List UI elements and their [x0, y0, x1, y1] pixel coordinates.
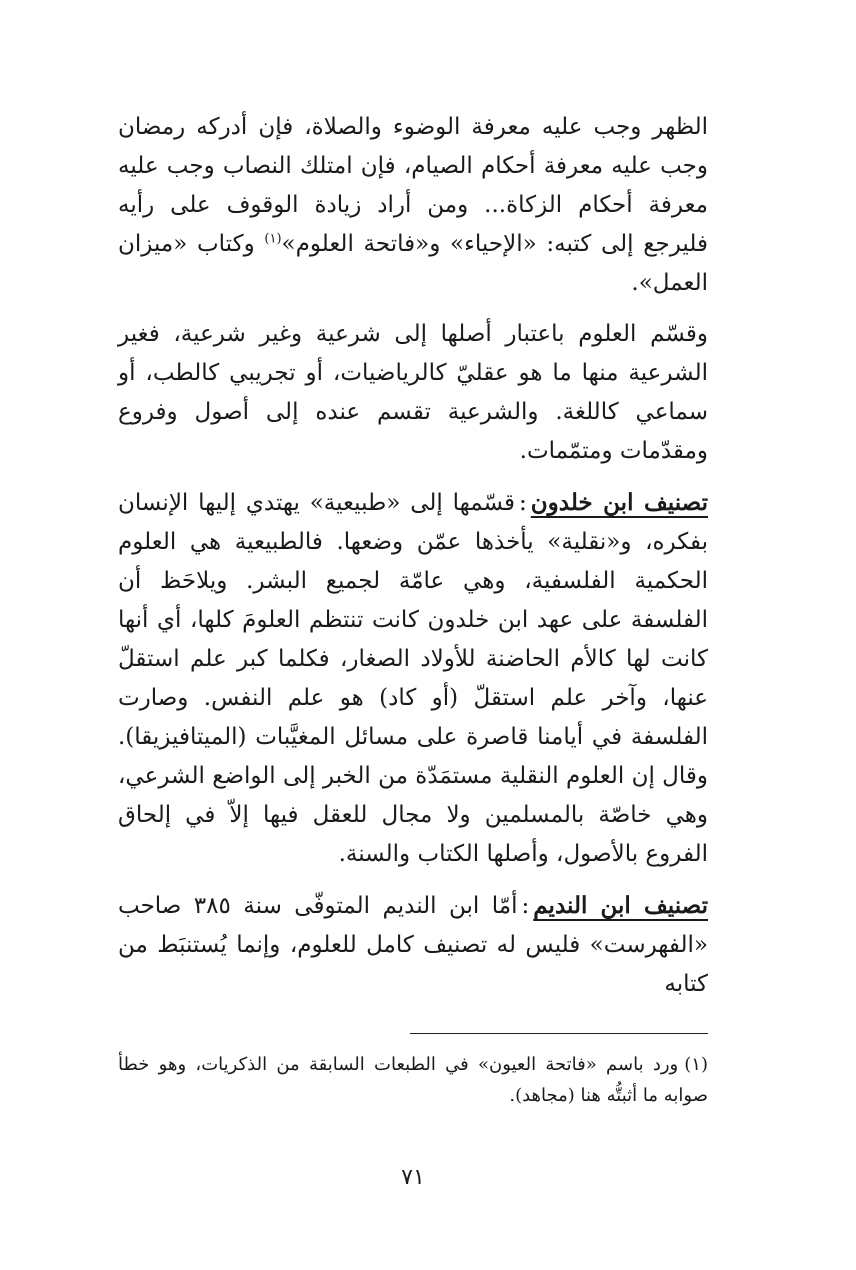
book-page — [118, 108, 708, 1238]
footnote — [118, 1049, 708, 1111]
paragraph-ibn-khaldun-text: قسّمها إلى «طبيعية» يهتدي إليها الإنسان بفكره، و«نقلية» يأخذها عمّن وضعها. فالطبيعية هي العلوم الحكمية الفلسفية، وهي عامّة لجميع البشر. ويلاحَظ أن الفلسفة على عهد ابن خلدون كانت تنتظم العلومَ كلها، أي أنها كانت لها كالأم الحاضنة للأولاد الصغار، فكلما كبر علم استقلّ عنها، وآخر علم استقلّ (أو كاد) هو علم النفس. وصارت الفلسفة في أيامنا قاصرة على مسائل المغيَّبات (الميتافيزيقا). وقال إن العلوم النقلية مستمَدّة من الخبر إلى الواضع الشرعي، وهي خاصّة بالمسلمين ولا مجال للعقل فيها إلاّ في إلحاق الفروع بالأصول، وأصلها الكتاب والسنة. — [118, 490, 708, 867]
paragraph-2 — [118, 315, 708, 471]
paragraph-1-text: الظهر وجب عليه معرفة الوضوء والصلاة، فإن أدركه رمضان وجب عليه معرفة أحكام الصيام، فإن امتلك النصاب وجب عليه معرفة أحكام الزكاة... ومن أراد زيادة الوقوف على رأيه فليرجع إلى كتبه: «الإحياء» و«فاتحة العلوم» — [118, 114, 708, 257]
section-heading-ibn-al-nadim: تصنيف ابن النديم — [533, 892, 708, 919]
heading-colon: : — [519, 490, 527, 516]
footnote-marker: (١) — [684, 1054, 708, 1075]
paragraph-1-tail: وكتاب «ميزان العمل». — [118, 231, 708, 296]
heading-colon: : — [521, 893, 530, 919]
paragraph-ibn-al-nadim — [118, 886, 708, 1004]
paragraph-ibn-al-nadim-text: أمّا ابن النديم المتوفّى سنة ٣٨٥ صاحب «الفهرست» فليس له تصنيف كامل للعلوم، وإنما يُستنبَط من كتابه — [118, 893, 708, 997]
footnote-reference[interactable]: (١) — [264, 231, 282, 247]
paragraph-2-text: وقسّم العلوم باعتبار أصلها إلى شرعية وغير شرعية، فغير الشرعية منها ما هو عقليّ كالرياضيات، أو تجريبي كالطب، أو سماعي كاللغة. والشرعية تقسم عنده إلى أصول وفروع ومقدّمات ومتمّمات. — [118, 321, 708, 464]
footnote-divider — [410, 1033, 708, 1034]
paragraph-1 — [118, 108, 708, 303]
section-heading-ibn-khaldun: تصنيف ابن خلدون — [530, 489, 708, 516]
page-number: ٧١ — [401, 1165, 425, 1190]
footnote-text: ورد باسم «فاتحة العيون» في الطبعات السابقة من الذكريات، وهو خطأ صوابه ما أثبتُّه هنا (مجاهد). — [118, 1054, 708, 1106]
paragraph-ibn-khaldun — [118, 483, 708, 874]
